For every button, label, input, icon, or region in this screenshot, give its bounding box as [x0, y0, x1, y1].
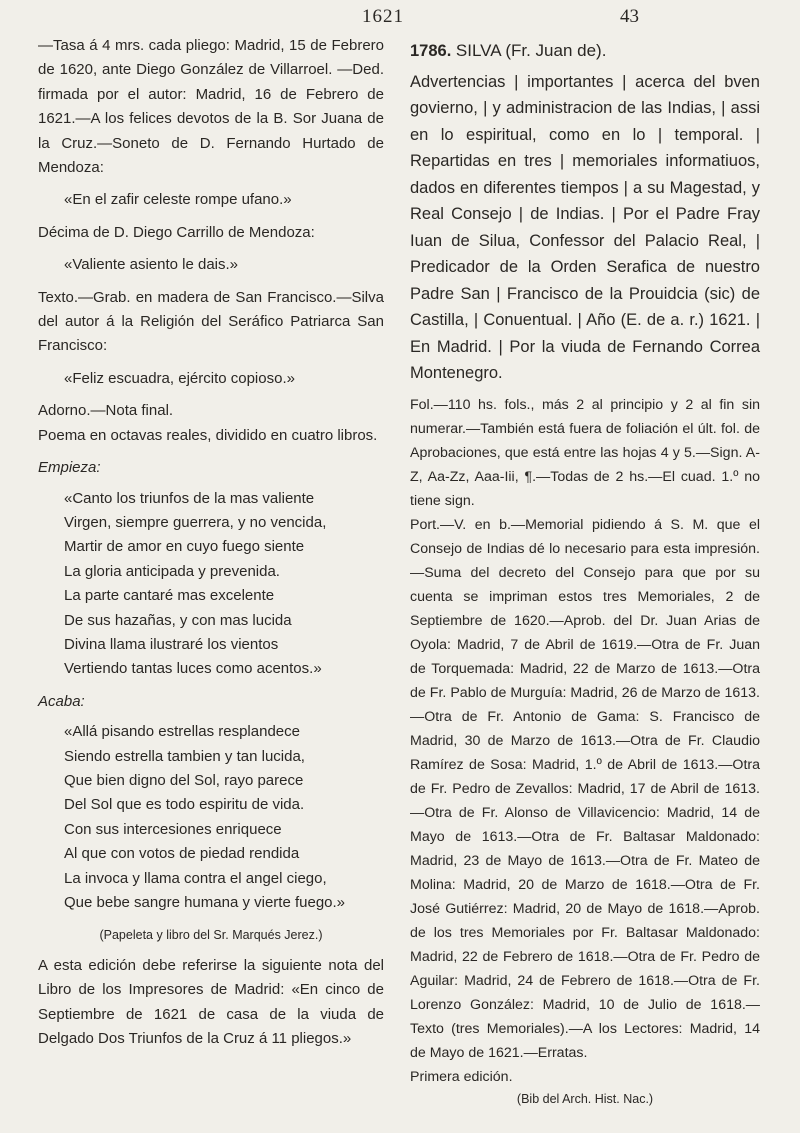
closing-stanza: [38, 720, 384, 915]
verse-line: «Canto los triunfos de la mas valiente: [64, 489, 315, 507]
left-source-note: (Papeleta y libro del Sr. Marqués Jerez.): [99, 928, 323, 943]
verse-line: Divina llama ilustraré los vientos: [64, 635, 279, 653]
verse-line: «Allá pisando estrellas resplandece: [64, 723, 300, 741]
opening-stanza: [38, 487, 384, 682]
verse-line: Con sus intercesiones enriquece: [64, 820, 282, 838]
verse-line: Al que con votos de piedad rendida: [64, 845, 300, 863]
running-year: 1621: [362, 6, 404, 27]
acaba-heading: Acaba:: [38, 692, 85, 710]
contents-paragraph: Port.—V. en b.—Memorial pidiendo á S. M. que el Consejo de Indias dé lo necesario para esta impresión.—Suma del decreto del Consejo para que por su cuenta se impriman estos tres Memoriales, 2 de Septiembre de 1620.—Aprob. del Dr. Juan Arias de Oyola: Madrid, 7 de Abril de 1619.—Otra de Fr. Juan de Torquemada: Madrid, 22 de Marzo de 1613.—Otra de Fr. Pablo de Murguía: Madrid, 26 de Marzo de 1613.—Otra de Fr. Antonio de Gama: S. Francisco de Madrid, 30 de Marzo de 1613.—Otra de Fr. Claudio Ramírez de Sosa: Madrid, 1.º de Abril de 1613.—Otra de Fr. Pedro de Zevallos: Madrid, 17 de Abril de 1613.—Otra de Fr. Alonso de Villavicencio: Madrid, 14 de Mayo de 1613.—Otra de Fr. Baltasar Maldonado: Madrid, 23 de Mayo de 1613.—Otra de Fr. Mateo de Molina: Madrid, 20 de Marzo de 1618.—Otra de Fr. José Gutiérrez: Madrid, 20 de Mayo de 1618.—Aprob. de los tres Memoriales por Fr. Baltasar Maldonado: Madrid, 22 de Febrero de 1618.—Otra de Fr. Pedro de Aguilar: Madrid, 24 de Febrero de 1618.—Otra de Fr. Lorenzo González: Madrid, 10 de Julio de 1618.—Texto (tres Memoriales).—A los Lectores: Madrid, 14 de Mayo de 1621.—Erratas.: [410, 516, 760, 1061]
verse-line: Que bebe sangre humana y vierte fuego.»: [64, 894, 346, 911]
sonnet-incipit: «En el zafir celeste rompe ufano.»: [64, 191, 292, 209]
verse-line: Virgen, siempre guerrera, y no vencida,: [64, 513, 327, 531]
page-number: 43: [620, 6, 639, 27]
impresores-note: A esta edición debe referirse la siguiente nota del Libro de los Impresores de Madrid: «En cinco de Septiembre de 1621 de casa de la viuda de Delgado Dos Triunfos de la Cruz á 11 pliegos.»: [38, 956, 384, 1048]
verse-line: Que bien digno del Sol, rayo parece: [64, 771, 304, 789]
verse-line: Martir de amor en cuyo fuego siente: [64, 538, 305, 556]
verse-line: La gloria anticipada y prevenida.: [64, 562, 280, 580]
adorno-paragraph: Adorno.—Nota final.: [38, 402, 174, 420]
left-column: [38, 34, 384, 1051]
tasa-paragraph: —Tasa á 4 mrs. cada pliego: Madrid, 15 de Febrero de 1620, ante Diego González de Villarroel. —Ded. firmada por el autor: Madrid, 16 de Febrero de 1621.—A los felices devotos de la B. Sor Juana de la Cruz.—Soneto de D. Fernando Hurtado de Mendoza:: [38, 37, 384, 177]
verse-line: Siendo estrella tambien y tan lucida,: [64, 747, 305, 765]
entry-number: 1786.: [410, 42, 452, 60]
texto-paragraph: Texto.—Grab. en madera de San Francisco.—Silva del autor á la Religión del Seráfico Patriarca San Francisco:: [38, 288, 384, 355]
empieza-heading: Empieza:: [38, 459, 101, 477]
right-column: [410, 34, 760, 1111]
verse-line: De sus hazañas, y con mas lucida: [64, 611, 292, 629]
book-title: Advertencias | importantes | acerca del bven govierno, | y administracion de las Indias, | assi en lo espiritual, como en lo | temporal. | Repartidas en tres | memoriales informatiuos, dados en diferentes tiempos | a su Magestad, y Real Consejo | de Indias. | Por el Padre Fray Iuan de Silua, Confessor del Palacio Real, | Predicador de la Orden Serafica de nuestro Padre San | Francisco de la Prouidcia (sic) de Castilla, | Conuentual. | Año (E. de a. r.) 1621. | En Madrid. | Por la viuda de Fernando Correa Montenegro.: [410, 72, 760, 382]
verse-line: La invoca y llama contra el angel ciego,: [64, 869, 327, 887]
entry-heading: [410, 38, 760, 65]
collation-paragraph: Fol.—110 hs. fols., más 2 al principio y 2 al fin sin numerar.—También está fuera de foliación el últ. fol. de Aprobaciones, que está entre las hojas 4 y 5.—Sign. A-Z, Aa-Zz, Aaa-Iii, ¶.—Todas de 2 hs.—El cuad. 1.º no tiene sign.: [410, 396, 760, 509]
silva-incipit: «Feliz escuadra, ejército copioso.»: [64, 369, 295, 387]
edition-note: Primera edición.: [410, 1068, 513, 1085]
entry-author: SILVA (Fr. Juan de).: [455, 41, 607, 60]
decima-paragraph: Décima de D. Diego Carrillo de Mendoza:: [38, 223, 315, 241]
poema-paragraph: Poema en octavas reales, dividido en cuatro libros.: [38, 426, 378, 444]
decima-incipit: «Valiente asiento le dais.»: [64, 256, 239, 274]
verse-line: Del Sol que es todo espiritu de vida.: [64, 796, 305, 814]
right-source-note: (Bib del Arch. Hist. Nac.): [516, 1091, 654, 1106]
verse-line: La parte cantaré mas excelente: [64, 587, 275, 605]
verse-line: Vertiendo tantas luces como acentos.»: [64, 660, 322, 678]
